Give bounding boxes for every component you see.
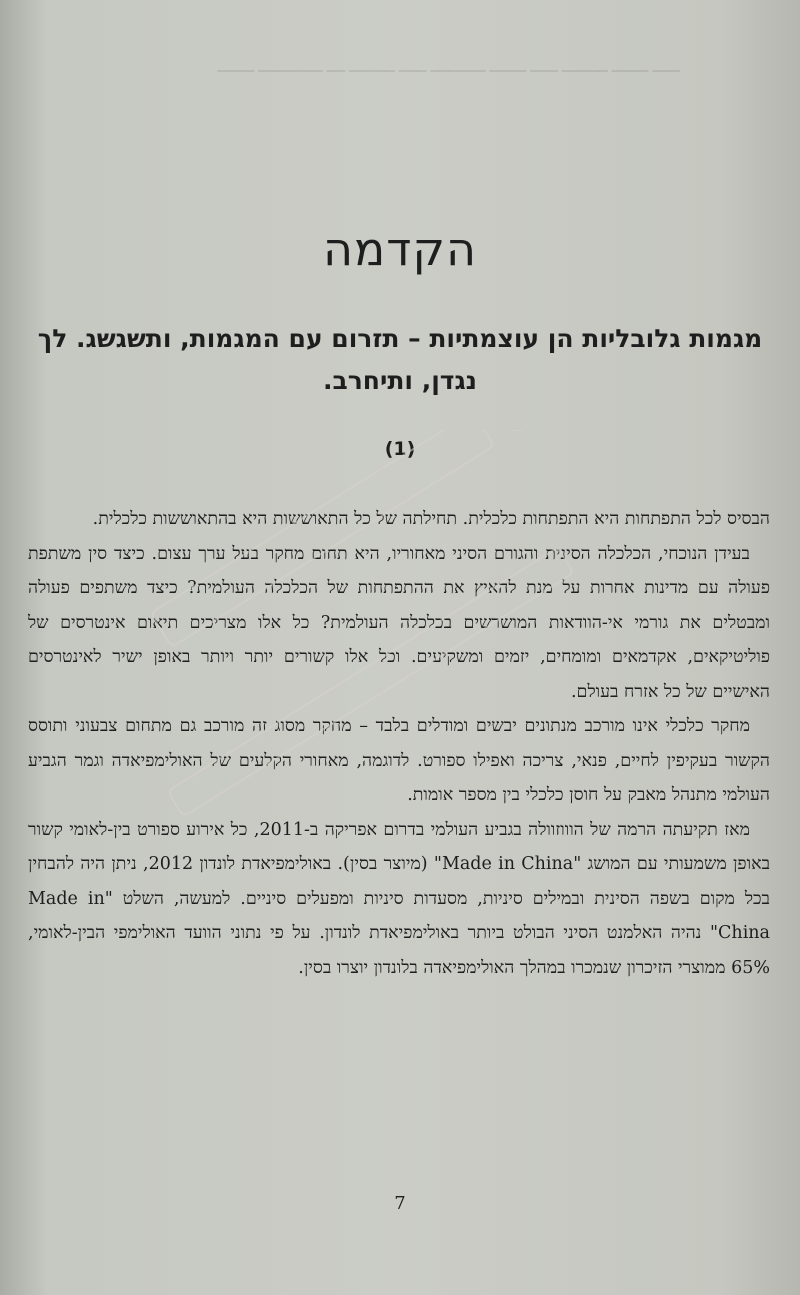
paragraph: מחקר כלכלי אינו מורכב מנתונים יבשים ומודלים בלבד – מחקר מסוג זה מורכב גם מתחום צבעוני ותוסס הקשור בעקיפין לחיים, פנאי, צריכה ואפילו ספורט. לדוגמה, מאחורי הקלעים של האולימפיאדה וגמר הגביע העולמי מתנהל מאבק על חוסן כלכלי בין מספר אומות. [28, 716, 770, 805]
chapter-title: הקדמה [322, 222, 478, 276]
paragraph: הבסיס לכל התפתחות היא התפתחות כלכלית. תחילתה של כל התאוששות היא בהתאוששות כלכלית. [92, 509, 770, 529]
paragraph: מאז תקיעתה הרמה של הוווזוולה בגביע העולמי בדרום אפריקה ב-2011, כל אירוע ספורט בין-לאומי קשור באופן משמעותי עם המושג "Made in China" (מיוצר בסין). באולימפיאדת לונדון 2012, ניתן היה להבחין בכל מקום בשפה הסינית ובמילים סיניות, מסעדות סיניות ומפעלים סיניים. למעשה, השלט "Made in China" נהיה האלמנט הסיני הבולט ביותר באולימפיאדת לונדון. על פי נתוני הוועד האולימפי הבין-לאומי, 65% ממוצרי הזיכרון שנמכרו במהלך האולימפיאדה בלונדון יוצרו בסין. [28, 819, 771, 978]
body-text [28, 502, 770, 985]
paragraph: בעידן הנוכחי, הכלכלה הסינית והגורם הסיני מאחוריו, היא תחום מחקר בעל ערך עצום. כיצד סין משתפת פעולה עם מדינות אחרות על מנת להאיץ את ההתפתחות של הכלכלה העולמית? כיצד משתפים פעולה ומבטלים את גורמי אי-הוודאות המושרשים בכלכלה העולמית? כל אלו מצריכים תיאום אינטרסים של פוליטיקאים, אקדמאים ומומחים, יזמים ומשקיעים. וכל אלו קשורים יותר ויותר באופן ישיר לאינטרסים האישיים של כל אזרח בעולם. [28, 543, 770, 702]
page-number: 7 [394, 1193, 406, 1214]
bleed-through-text: ▁▁▁ ▁▁▁▁ ▁▁▁▁▁ ▁▁▁ ▁▁▁▁ ▁▁▁▁▁▁ ▁▁▁ ▁▁▁▁▁ ▁▁ ▁▁▁▁▁▁▁ ▁▁▁▁ [217, 58, 680, 72]
section-number: (1) [384, 438, 416, 460]
chapter-subtitle: מגמות גלובליות הן עוצמתיות – תזרום עם המגמות, ותשגשג. לך נגדן, ותיחרב. [37, 324, 763, 395]
